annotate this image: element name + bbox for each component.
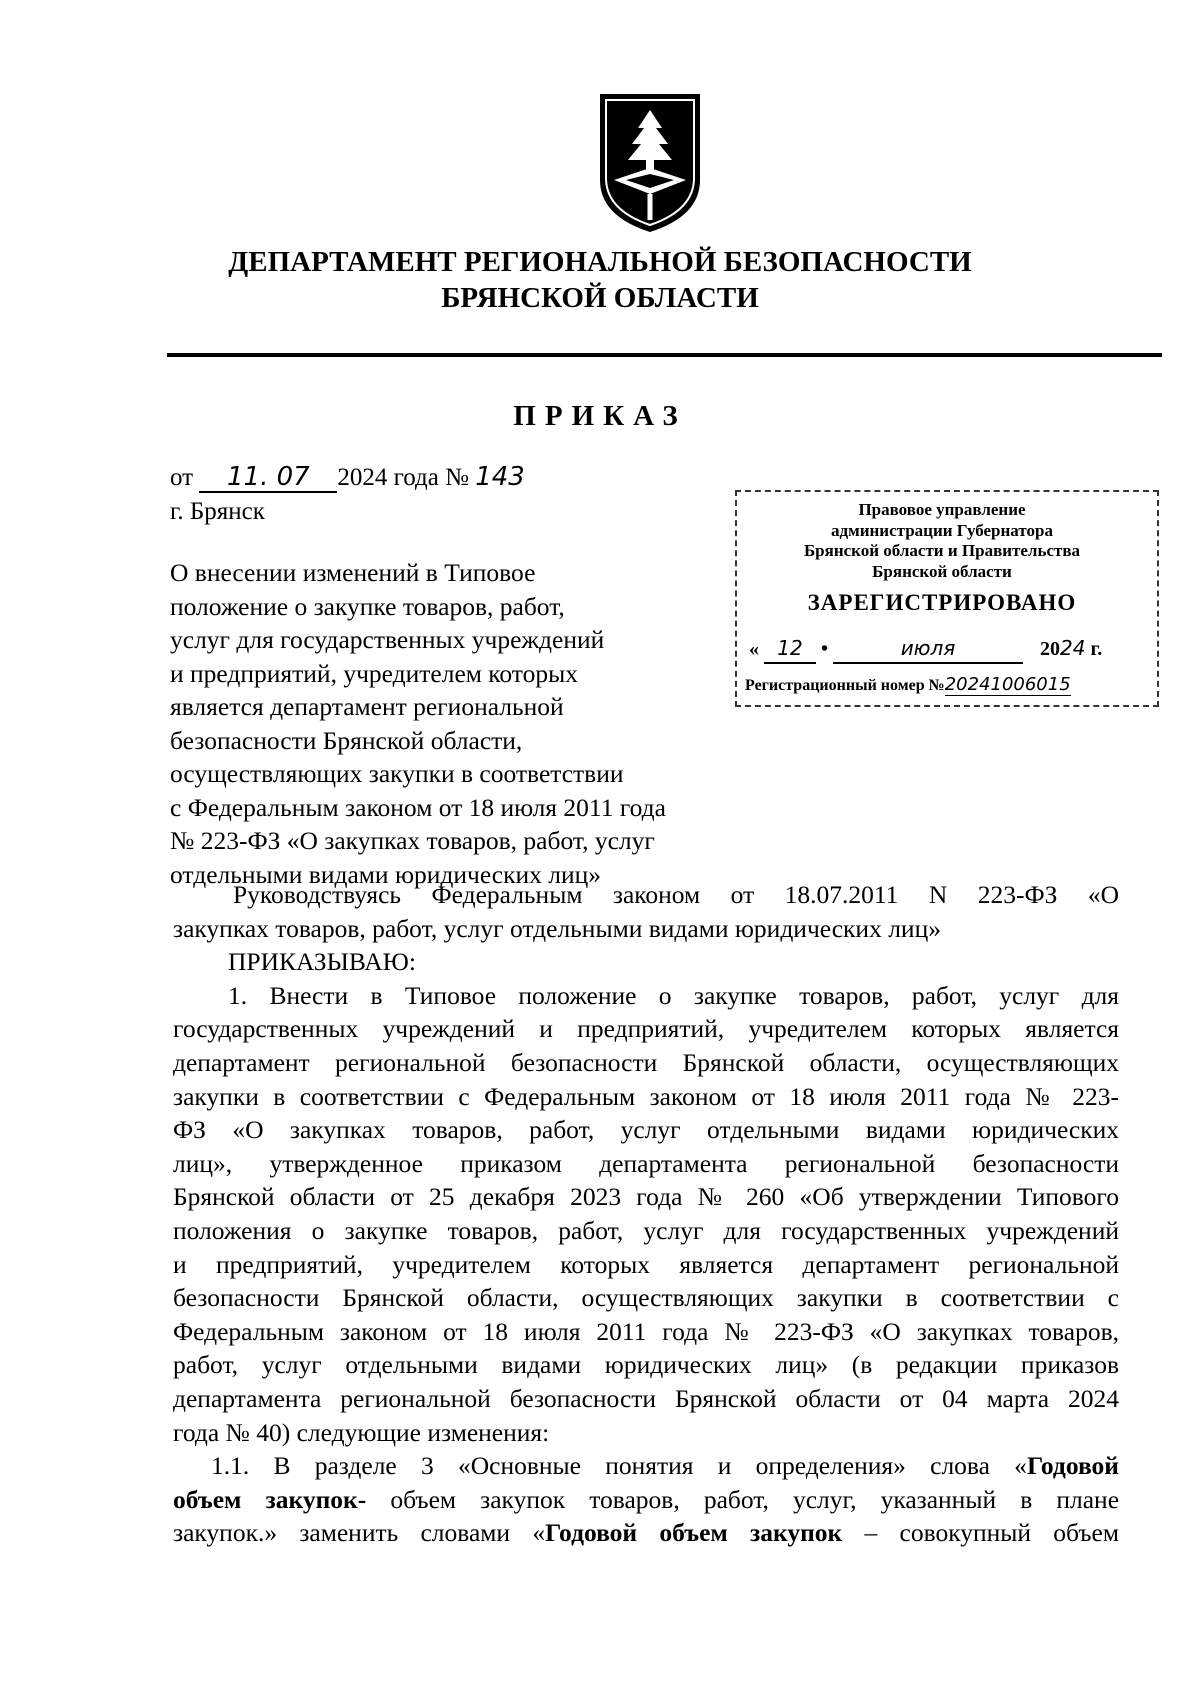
date-year: 2024 года [337, 464, 439, 491]
paragraph-1-line: ФЗ «О закупках товаров, работ, услуг отдельными видами юридических [173, 1115, 1119, 1145]
paragraph-1-line: Федеральным законом от 18 июля 2011 года № 223-ФЗ «О закупках товаров, [173, 1316, 1119, 1346]
subject-line: осуществляющих закупки в соответствии [170, 759, 624, 788]
stamp-reg-number: 20241006015 [944, 674, 1071, 695]
paragraph-1-line: положения о закупке товаров, работ, услуг для государственных учреждений [173, 1215, 1119, 1245]
p11-bold: Годовой [1026, 1451, 1119, 1481]
document-type: ПРИКАЗ [513, 400, 687, 432]
order-word: ПРИКАЗЫВАЮ: [228, 947, 416, 977]
order-body [173, 878, 1119, 1550]
subject-line: с Федеральным законом от 18 июля 2011 года [170, 792, 666, 822]
paragraph-1-line: года № 40) следующие изменения: [173, 1417, 550, 1447]
stamp-org-line: Брянской области [872, 561, 1012, 581]
subject-line: О внесении изменений в Типовое [170, 558, 536, 587]
paragraph-1-line: государственных учреждений и предприятий, учредителем которых является [173, 1014, 1119, 1044]
paragraph-1-line: и предприятий, учредителем которых является департамент региональной [173, 1249, 1119, 1279]
stamp-org-line: Правовое управление [858, 500, 1026, 519]
paragraph-1-line: департамент региональной безопасности Брянской области, осуществляющих [173, 1047, 1119, 1077]
paragraph-1-line: департамента региональной безопасности Брянской области от 04 марта 2024 [173, 1383, 1119, 1413]
subject-line: положение о закупке товаров, работ, [170, 591, 565, 621]
stamp-year-hand: 24 [1060, 636, 1086, 660]
paragraph-1-1-line [173, 1516, 1119, 1550]
registration-stamp [735, 490, 1159, 707]
paragraph-1-line: безопасности Брянской области, осуществляющих закупки в соответствии с [173, 1283, 1119, 1313]
coat-of-arms-emblem [592, 88, 708, 236]
p11-text: 1.1. В разделе 3 «Основные понятия и определения» слова « [211, 1451, 1027, 1481]
paragraph-1-line: лиц», утвержденное приказом департамента региональной безопасности [173, 1148, 1119, 1178]
stamp-reg-label: Регистрационный номер № [745, 677, 945, 694]
subject-line: и предприятий, учредителем которых [170, 658, 578, 688]
number-sign: № [445, 464, 469, 491]
stamp-org-line: Брянской области и Правительства [803, 541, 1081, 560]
stamp-quote: « [749, 638, 759, 660]
paragraph-1-line: работ, услуг отдельными видами юридических лиц» (в редакции приказов [173, 1350, 1119, 1380]
paragraph-1-line: закупки в соответствии с Федеральным законом от 18 июля 2011 года № 223- [173, 1081, 1119, 1111]
header-divider [167, 353, 1162, 357]
p11-text: – совокупный объем [842, 1518, 1119, 1548]
stamp-year-prefix: 20 [1040, 638, 1061, 660]
p11-bold: Годовой объем закупок [545, 1518, 843, 1548]
paragraph-1-line: 1. Внести в Типовое положение о закупке товаров, работ, услуг для [228, 980, 1119, 1010]
handwritten-order-number: 143 [475, 462, 525, 492]
stamp-day: 12 [764, 634, 816, 664]
stamp-reg-number-line [745, 674, 1071, 695]
order-subject [170, 556, 666, 891]
stamp-year-suffix: г. [1090, 638, 1103, 660]
preamble-line: Руководствуясь Федеральным законом от 18.07.2011 N 223-ФЗ «О [233, 880, 1119, 909]
paragraph-1-1-line [173, 1483, 1119, 1517]
paragraph-1-1-line [173, 1449, 1119, 1483]
paragraph-1-line: Брянской области от 25 декабря 2023 года № 260 «Об утверждении Типового [173, 1182, 1119, 1212]
p11-text: закупок.» заменить словами « [173, 1518, 546, 1548]
subject-line: отдельными видами юридических лиц» [170, 859, 602, 889]
department-title-line1: ДЕПАРТАМЕНТ РЕГИОНАЛЬНОЙ БЕЗОПАСНОСТИ [228, 246, 972, 278]
stamp-organization [737, 500, 1147, 582]
order-date-line [170, 462, 525, 493]
subject-line: является департамент региональной [170, 692, 564, 721]
stamp-status: ЗАРЕГИСТРИРОВАНО [807, 590, 1077, 615]
city: г. Брянск [170, 498, 265, 525]
p11-text: объем закупок товаров, работ, услуг, указанный в плане [366, 1484, 1119, 1514]
department-title-line2: БРЯНСКОЙ ОБЛАСТИ [441, 282, 759, 314]
preamble-line: закупках товаров, работ, услуг отдельными видами юридических лиц» [173, 913, 941, 943]
subject-line: безопасности Брянской области, [170, 725, 523, 755]
stamp-month: июля [833, 634, 1023, 664]
subject-line: № 223-ФЗ «О закупках товаров, работ, услуг [170, 826, 655, 855]
stamp-org-line: администрации Губернатора [831, 520, 1053, 540]
stamp-date: « 12 • июля 2024 г. [749, 634, 1102, 664]
subject-line: услуг для государственных учреждений [170, 625, 605, 654]
date-prefix: от [170, 464, 194, 491]
p11-bold: объем закупок- [173, 1484, 367, 1514]
handwritten-date: 11. 07 [199, 463, 337, 493]
